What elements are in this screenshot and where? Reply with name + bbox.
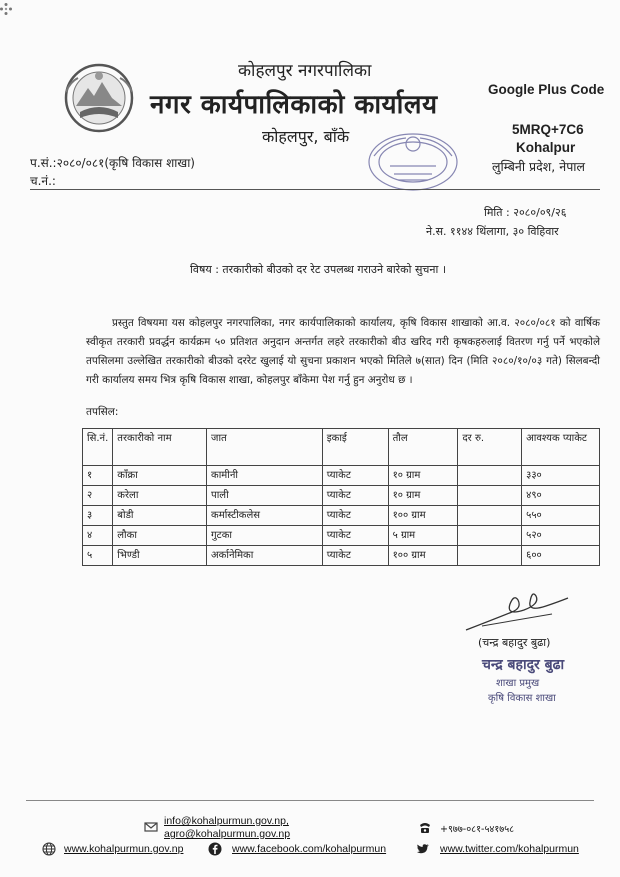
signature-scribble bbox=[462, 590, 572, 636]
email-icon bbox=[144, 820, 158, 834]
nepal-sambat-date: ने.स. ११४४ थिंलागा, ३० विहिवार bbox=[426, 225, 559, 238]
signatory-name: (चन्द्र बहादुर बुढा) bbox=[478, 636, 551, 649]
table-row bbox=[83, 486, 600, 506]
municipality-name: कोहलपुर नगरपालिका bbox=[238, 61, 372, 81]
header-divider bbox=[30, 189, 600, 190]
cell-veg-name: काँक्रा bbox=[113, 466, 207, 486]
signatory-branch: कृषि विकास शाखा bbox=[488, 693, 556, 704]
cell-sn: १ bbox=[83, 466, 113, 486]
cell-variety: गुटका bbox=[207, 526, 323, 546]
plus-code-city: Kohalpur bbox=[516, 140, 576, 155]
header-weight: तौल bbox=[388, 429, 458, 466]
cell-weight: १०० ग्राम bbox=[388, 546, 458, 566]
plus-code-icon bbox=[0, 3, 12, 15]
phone-number: +९७७-०८१-५४१७५८ bbox=[440, 824, 515, 835]
cell-weight: १० ग्राम bbox=[388, 466, 458, 486]
cell-weight: ५ ग्राम bbox=[388, 526, 458, 546]
website-link[interactable]: www.kohalpurmun.gov.np bbox=[64, 843, 184, 855]
cell-unit: प्याकेट bbox=[322, 466, 388, 486]
table-row bbox=[83, 466, 600, 486]
globe-icon bbox=[42, 842, 56, 856]
table-label: तपसिल: bbox=[86, 406, 119, 418]
office-address: कोहलपुर, बाँके bbox=[262, 127, 350, 146]
cell-sn: ३ bbox=[83, 506, 113, 526]
header-packets: आवश्यक प्याकेट bbox=[522, 429, 600, 466]
header-sn: सि.नं. bbox=[83, 429, 113, 466]
cell-sn: २ bbox=[83, 486, 113, 506]
cell-unit: प्याकेट bbox=[322, 546, 388, 566]
cell-veg-name: लौका bbox=[113, 526, 207, 546]
cell-rate bbox=[458, 526, 522, 546]
body-paragraph: प्रस्तुत विषयमा यस कोहलपुर नगरपालिका, नगर कार्यपालिकाको कार्यालय, कृषि विकास शाखाको आ.व. २०८०/०८१ को वार्षिक स्वीकृत तरकारी प्रवर्द्धन कार्यक्रम ५० प्रतिशत अनुदान अन्तर्गत लहरे तरकारीको बीउ खरिद गरी कृषकहरुलाई वितरण गर्नु पर्ने भएकोले तपसिलमा उल्लेखित तरकारीको बीउको दररेट खुलाई यो सुचना प्रकाशन भएको मितिले ७(सात) दिन (मिति २०८०/१०/०३ गते) सिलबन्दी गरी कार्यालय समय भित्र कृषि विकास शाखा, कोहलपुर बाँकेमा पेश गर्नु हुन अनुरोध छ । bbox=[86, 317, 600, 386]
cell-variety: कामीनी bbox=[207, 466, 323, 486]
subject-line: विषय : तरकारीको बीउको दर रेट उपलब्ध गराउने बारेको सुचना । bbox=[190, 263, 447, 276]
footer-divider bbox=[26, 800, 594, 801]
cell-packets: ६०० bbox=[522, 546, 600, 566]
cell-packets: ४९० bbox=[522, 486, 600, 506]
plus-code-province: लुम्बिनी प्रदेश, नेपाल bbox=[492, 159, 586, 174]
twitter-icon bbox=[416, 842, 430, 856]
cell-weight: १०० ग्राम bbox=[388, 506, 458, 526]
office-stamp-icon bbox=[366, 130, 460, 194]
cell-veg-name: बोडी bbox=[113, 506, 207, 526]
facebook-icon bbox=[208, 842, 222, 856]
phone-icon bbox=[418, 821, 432, 835]
table-row bbox=[83, 506, 600, 526]
cell-variety: पाली bbox=[207, 486, 323, 506]
header-variety: जात bbox=[207, 429, 323, 466]
signatory-title: शाखा प्रमुख bbox=[496, 678, 540, 689]
header-veg-name: तरकारीको नाम bbox=[113, 429, 207, 466]
signatory-stamp-name: चन्द्र बहादुर बुढा bbox=[482, 657, 565, 673]
twitter-link[interactable]: www.twitter.com/kohalpurmun bbox=[440, 843, 579, 855]
cell-packets: ३३० bbox=[522, 466, 600, 486]
plus-code: 5MRQ+7C6 bbox=[512, 122, 584, 137]
cell-packets: ५२० bbox=[522, 526, 600, 546]
cell-sn: ५ bbox=[83, 546, 113, 566]
cell-sn: ४ bbox=[83, 526, 113, 546]
cell-variety: अर्कानेमिका bbox=[207, 546, 323, 566]
facebook-link[interactable]: www.facebook.com/kohalpurmun bbox=[232, 843, 387, 855]
reference-number: प.सं.:२०८०/०८१(कृषि विकास शाखा) bbox=[30, 156, 195, 170]
cell-veg-name: भिण्डी bbox=[113, 546, 207, 566]
cell-rate bbox=[458, 466, 522, 486]
header-unit: इकाई bbox=[322, 429, 388, 466]
email-agro-link[interactable]: agro@kohalpurmun.gov.np bbox=[164, 828, 291, 840]
cell-rate bbox=[458, 486, 522, 506]
cell-unit: प्याकेट bbox=[322, 506, 388, 526]
cell-rate bbox=[458, 506, 522, 526]
letter-date: मिति : २०८०/०९/२६ bbox=[484, 206, 567, 219]
table-row bbox=[83, 526, 600, 546]
cell-unit: प्याकेट bbox=[322, 526, 388, 546]
dispatch-number: च.नं.: bbox=[30, 174, 56, 188]
cell-veg-name: करेला bbox=[113, 486, 207, 506]
cell-rate bbox=[458, 546, 522, 566]
cell-unit: प्याकेट bbox=[322, 486, 388, 506]
seed-items-table bbox=[82, 428, 600, 566]
cell-variety: कर्मास्टीकलेस bbox=[207, 506, 323, 526]
google-plus-code-title: Google Plus Code bbox=[488, 82, 605, 97]
table-header-row bbox=[83, 429, 600, 466]
table-row bbox=[83, 546, 600, 566]
email-info-link[interactable]: info@kohalpurmun.gov.np, bbox=[164, 815, 289, 827]
nepal-emblem-icon bbox=[60, 62, 138, 134]
cell-weight: १० ग्राम bbox=[388, 486, 458, 506]
header-rate: दर रु. bbox=[458, 429, 522, 466]
office-name: नगर कार्यपालिकाको कार्यालय bbox=[150, 90, 438, 120]
cell-packets: ५५० bbox=[522, 506, 600, 526]
